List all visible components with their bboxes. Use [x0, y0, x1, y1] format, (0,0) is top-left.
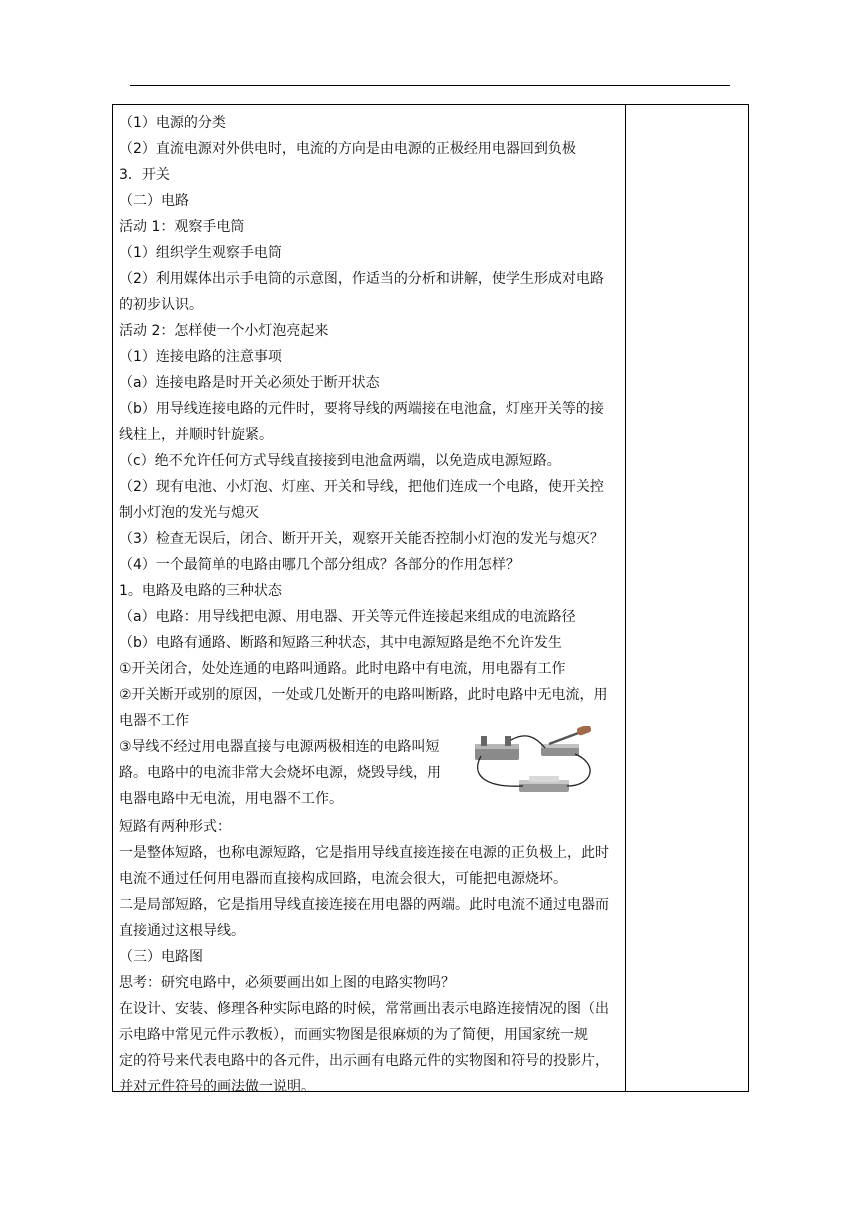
circuit-photo	[469, 726, 619, 806]
text-line: （2）现有电池、小灯泡、灯座、开关和导线，把他们连成一个电路，使开关控	[119, 479, 604, 495]
text-line: （4）一个最简单的电路由哪几个部分组成？各部分的作用怎样？	[119, 557, 520, 573]
text-line: 在设计、安装、修理各种实际电路的时候，常常画出表示电路连接情况的图（出	[119, 1001, 609, 1017]
text-line: 线柱上，并顺时针旋紧。	[119, 427, 273, 443]
text-line: （1）组织学生观察手电筒	[119, 245, 282, 261]
text-line: ①开关闭合，处处连通的电路叫通路。此时电路中有电流，用电器有工作	[119, 661, 566, 677]
section-heading: （二）电路	[119, 193, 189, 209]
text-line: （c）绝不允许任何方式导线直接接到电池盒两端，以免造成电源短路。	[119, 453, 561, 469]
text-line: （2）利用媒体出示手电筒的示意图，作适当的分析和讲解，使学生形成对电路	[119, 271, 604, 287]
header-rule	[130, 85, 730, 86]
text-line: （3）检查无误后，闭合、断开开关，观察开关能否控制小灯泡的发光与熄灭？	[119, 531, 604, 547]
text-line: 电器不工作	[119, 713, 189, 729]
text-line: 短路有两种形式：	[119, 819, 231, 835]
text-line: （1）电源的分类	[119, 115, 226, 131]
text-line: （2）直流电源对外供电时，电流的方向是由电源的正极经用电器回到负极	[119, 141, 576, 157]
column-divider	[625, 105, 626, 1091]
text-line: 活动 2：怎样使一个小灯泡亮起来	[119, 323, 329, 339]
text-line: 3．开关	[119, 167, 170, 183]
text-line: （b）电路有通路、断路和短路三种状态，其中电源短路是绝不允许发生	[119, 635, 562, 651]
text-line: 活动 1：观察手电筒	[119, 219, 245, 235]
text-line: （a）电路：用导线把电源、用电器、开关等元件连接起来组成的电流路径	[119, 609, 576, 625]
text-line: 1。电路及电路的三种状态	[119, 583, 282, 599]
lesson-content-cell	[119, 110, 621, 1100]
lamp-holder-icon	[519, 776, 569, 792]
text-line: 定的符号来代表电路中的各元件，出示画有电路元件的实物图和符号的投影片，	[119, 1053, 609, 1069]
lesson-table	[112, 104, 749, 1095]
text-line: 直接通过这根导线。	[119, 923, 245, 939]
text-line: （b）用导线连接电路的元件时，要将导线的两端接在电池盒，灯座开关等的接	[119, 401, 604, 417]
text-line: 的初步认识。	[119, 297, 203, 313]
text-line: 二是局部短路，它是指用导线直接连接在用电器的两端。此时电流不通过电器而	[119, 897, 609, 913]
text-line: （1）连接电路的注意事项	[119, 349, 282, 365]
text-line: 一是整体短路，也称电源短路，它是指用导线直接连接在电源的正负极上，此时	[119, 845, 609, 861]
text-line: 路。电路中的电流非常大会烧坏电源，烧毁导线，用	[119, 765, 441, 781]
text-line: 电流不通过任何用电器而直接构成回路，电流会很大，可能把电源烧坏。	[119, 871, 567, 887]
text-line: （a）连接电路是时开关必须处于断开状态	[119, 375, 380, 391]
text-line: ②开关断开或别的原因，一处或几处断开的电路叫断路，此时电路中无电流，用	[119, 687, 608, 703]
section-heading: （三）电路图	[119, 949, 203, 965]
text-line: 并对元件符号的画法做一说明。	[119, 1079, 315, 1095]
text-line: 思考：研究电路中，必须要画出如上图的电路实物吗？	[119, 975, 455, 991]
short-circuit-block	[119, 734, 621, 812]
text-line: 示电路中常见元件示教板），而画实物图是很麻烦的为了简便，用国家统一规	[119, 1027, 588, 1043]
text-line: 制小灯泡的发光与熄灭	[119, 505, 259, 521]
text-line: 电器电路中无电流，用电器不工作。	[119, 791, 343, 807]
switch-icon	[541, 726, 592, 756]
text-line: ③导线不经过用电器直接与电源两极相连的电路叫短	[119, 739, 440, 755]
